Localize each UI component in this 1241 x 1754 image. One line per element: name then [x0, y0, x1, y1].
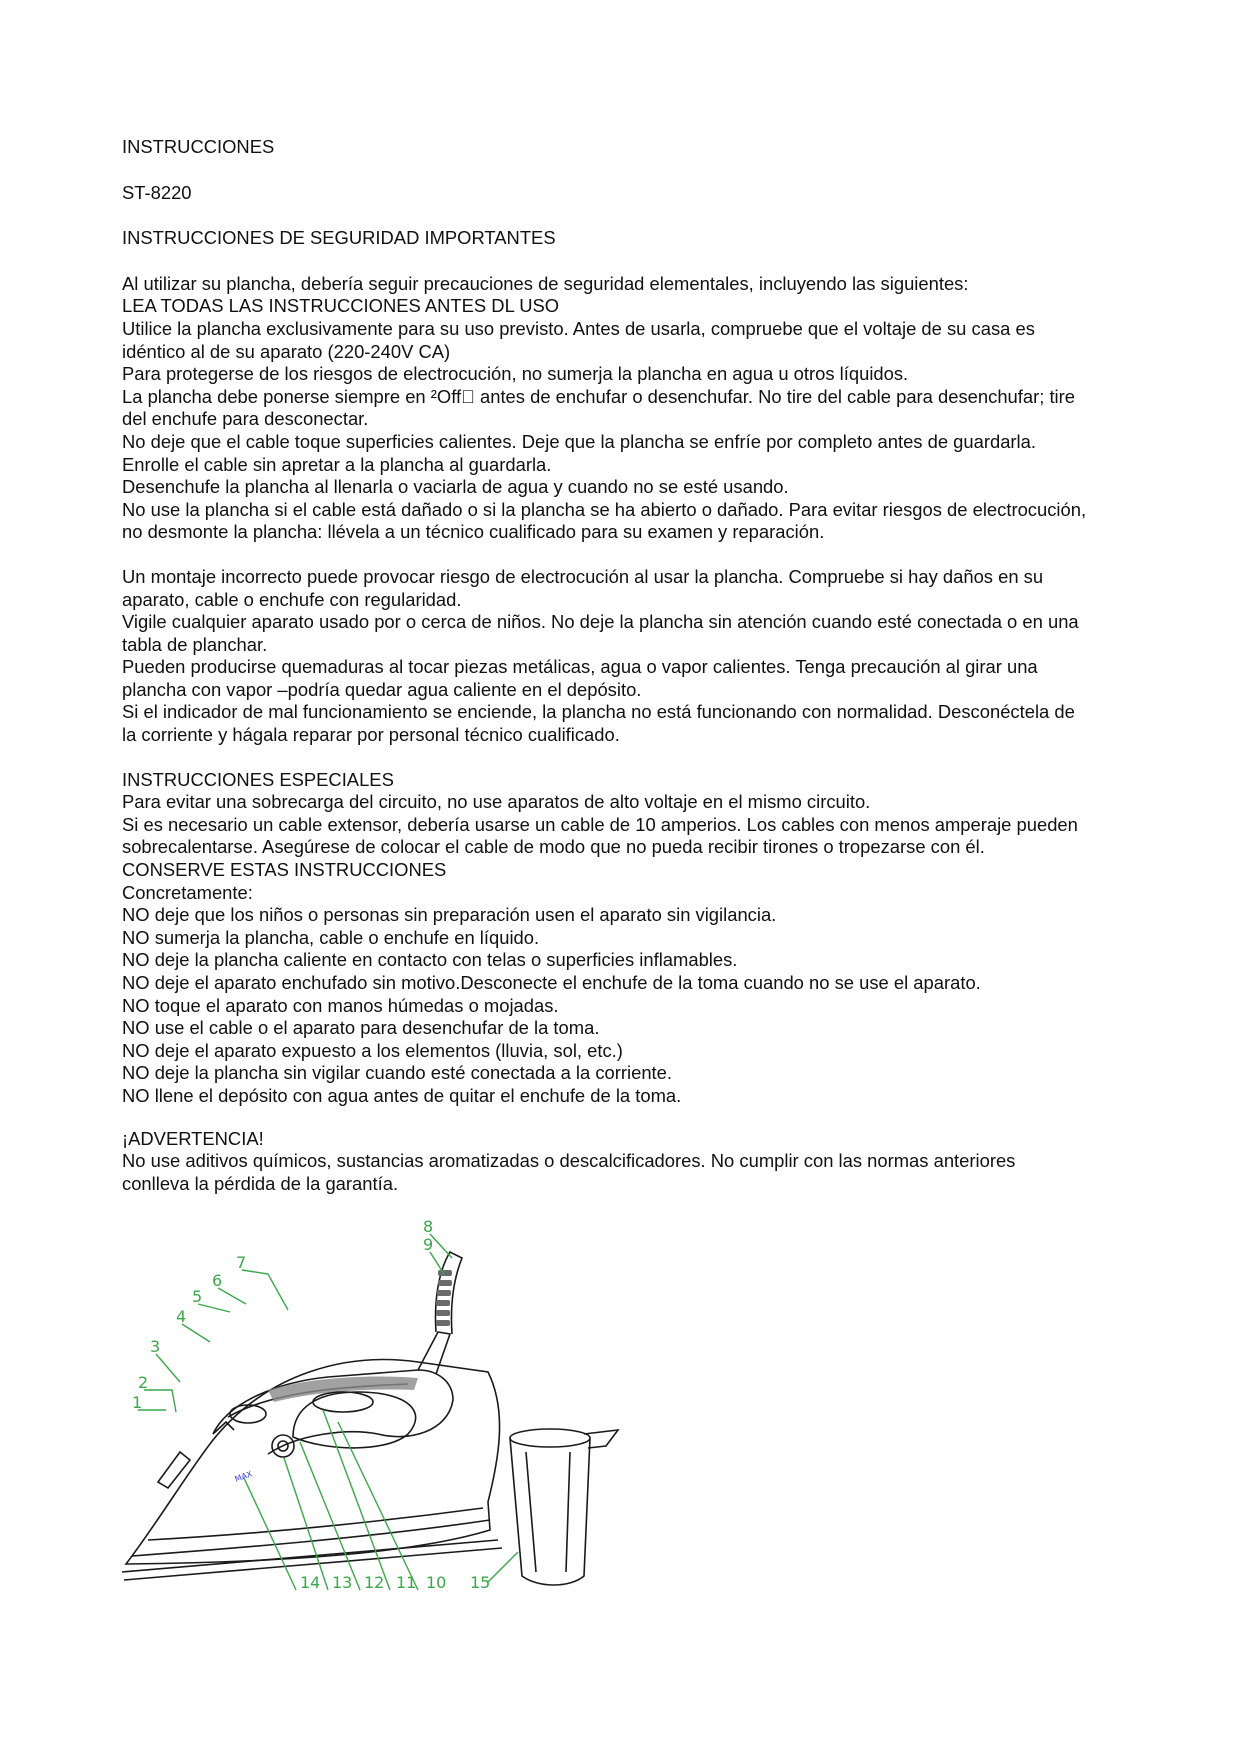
hazard-section [122, 566, 1162, 747]
safety-line: Desenchufe la plancha al llenarla o vaciarla de agua y cuando no se esté usando. [122, 476, 789, 498]
safety-line: LEA TODAS LAS INSTRUCCIONES ANTES DL USO [122, 295, 560, 317]
special-line: NO deje el aparato enchufado sin motivo.Desconecte el enchufe de la toma cuando no se use el aparato. [122, 972, 981, 993]
cord-guard [418, 1332, 450, 1374]
safety-line: no desmonte la plancha: llévela a un técnico cualificado para su examen y reparación. [122, 521, 825, 543]
document-title: INSTRUCCIONES [122, 136, 275, 157]
part-label: 12 [364, 1573, 385, 1592]
part-label: 11 [396, 1573, 417, 1592]
safety-heading: INSTRUCCIONES DE SEGURIDAD IMPORTANTES [122, 227, 556, 249]
safety-line: La plancha debe ponerse siempre en ²Off  antes de enchufar o desenchufar. No tire del cable para desenchufar; tire [122, 385, 1075, 407]
special-line: NO sumerja la plancha, cable o enchufe en líquido. [122, 926, 540, 948]
leader-line [300, 1442, 360, 1590]
leader-line [430, 1234, 452, 1258]
special-line: NO llene el depósito con agua antes de quitar el enchufe de la toma. [122, 1084, 682, 1106]
leader-line [198, 1304, 230, 1312]
special-heading: INSTRUCCIONES ESPECIALES [122, 768, 394, 790]
part-label: 13 [332, 1573, 353, 1592]
hazard-line: Un montaje incorrecto puede provocar riesgo de electrocución al usar la plancha. Compruebe si hay daños en su [122, 565, 1044, 587]
hazard-line: Vigile cualquier aparato usado por o cerca de niños. No deje la plancha sin atención cuando esté conectada o en una [122, 611, 1079, 633]
hazard-line: aparato, cable o enchufe con regularidad. [122, 588, 462, 610]
safety-line: Utilice la plancha exclusivamente para su uso previsto. Antes de usarla, compruebe que el voltaje de su casa es [122, 317, 1035, 339]
part-label: 9 [423, 1235, 434, 1254]
leader-line [430, 1252, 444, 1274]
part-label: 15 [470, 1573, 491, 1592]
part-label: 1 [132, 1393, 143, 1412]
part-label: 6 [212, 1271, 223, 1290]
soleplate-edge [122, 1540, 498, 1572]
part-label: 5 [192, 1287, 203, 1306]
special-line: Concretamente: [122, 881, 253, 903]
warning-line: No use aditivos químicos, sustancias aromatizadas o descalcificadores. No cumplir con las normas anteriores [122, 1150, 1016, 1172]
safety-line: No deje que el cable toque superficies calientes. Deje que la plancha se enfríe por completo antes de guardarla. [122, 430, 1036, 452]
special-line: sobrecalentarse. Asegúrese de colocar el cable de modo que no pueda recibir tirones o tropezarse con él. [122, 836, 985, 858]
cup-lines [526, 1452, 570, 1572]
water-tank [293, 1392, 416, 1448]
part-label: 10 [426, 1573, 447, 1592]
special-line: NO deje la plancha caliente en contacto con telas o superficies inflamables. [122, 949, 738, 971]
special-line: Para evitar una sobrecarga del circuito, no use aparatos de alto voltaje en el mismo circuito. [122, 791, 871, 813]
safety-line: del enchufe para desconectar. [122, 408, 369, 430]
special-line: NO deje que los niños o personas sin preparación usen el aparato sin vigilancia. [122, 904, 777, 926]
skirt-line-inner [148, 1508, 483, 1540]
hazard-line: plancha con vapor –podría quedar agua caliente en el depósito. [122, 678, 642, 700]
part-label: 2 [138, 1373, 149, 1392]
leader-line [144, 1390, 176, 1412]
leader-line [242, 1270, 288, 1310]
instructions-text [122, 136, 1162, 1195]
cord-spring [436, 1270, 452, 1326]
safety-line: Enrolle el cable sin apretar a la plancha al guardarla. [122, 453, 552, 475]
leader-line [244, 1478, 296, 1590]
special-line: NO toque el aparato con manos húmedas o mojadas. [122, 994, 559, 1016]
tank-window [313, 1392, 373, 1412]
leader-line [218, 1288, 246, 1304]
special-line: NO deje la plancha sin vigilar cuando esté conectada a la corriente. [122, 1062, 673, 1084]
warning-line: conlleva la pérdida de la garantía. [122, 1172, 399, 1194]
special-line: NO use el cable o el aparato para desenchufar de la toma. [122, 1017, 600, 1039]
measuring-cup [510, 1438, 590, 1585]
special-line: Si es necesario un cable extensor, debería usarse un cable de 10 amperios. Los cables con menos amperaje pueden [122, 813, 1078, 835]
hazard-line: Pueden producirse quemaduras al tocar piezas metálicas, agua o vapor calientes. Tenga precaución al girar una [122, 656, 1038, 678]
leader-line [284, 1458, 328, 1590]
leader-line [182, 1324, 210, 1342]
warning-heading: ¡ADVERTENCIA! [122, 1127, 264, 1149]
safety-line: Al utilizar su plancha, debería seguir precauciones de seguridad elementales, incluyendo las siguientes: [122, 272, 969, 294]
special-section [122, 791, 1162, 1107]
hazard-line: tabla de planchar. [122, 633, 268, 655]
part-label: 14 [300, 1573, 321, 1592]
safety-line: Para protegerse de los riesgos de electrocución, no sumerja la plancha en agua u otros líquidos. [122, 363, 909, 385]
part-label: 8 [423, 1217, 434, 1236]
hazard-line: Si el indicador de mal funcionamiento se enciende, la plancha no está funcionando con normalidad. Desconéctela de [122, 701, 1075, 723]
part-label: 3 [150, 1337, 161, 1356]
spray-nozzle [158, 1452, 190, 1488]
special-line: NO deje el aparato expuesto a los elementos (lluvia, sol, etc.) [122, 1039, 623, 1061]
hazard-line: la corriente y hágala reparar por personal técnico cualificado. [122, 724, 620, 746]
iron-parts-diagram [118, 1212, 698, 1602]
part-label: 4 [176, 1307, 187, 1326]
special-line: CONSERVE ESTAS INSTRUCCIONES [122, 859, 447, 881]
soleplate-mark: MAX [233, 1469, 254, 1484]
safety-line: No use la plancha si el cable está dañado o si la plancha se ha abierto o dañado. Para evitar riesgos de electrocución, [122, 498, 1087, 520]
leader-line [488, 1552, 518, 1582]
leader-line [156, 1354, 180, 1382]
part-label: 7 [236, 1253, 247, 1272]
iron-drawing [118, 1212, 698, 1602]
model-number: ST-8220 [122, 181, 192, 203]
safety-section [122, 273, 1162, 544]
cup-rim [510, 1429, 590, 1447]
safety-line: idéntico al de su aparato (220-240V CA) [122, 340, 451, 362]
